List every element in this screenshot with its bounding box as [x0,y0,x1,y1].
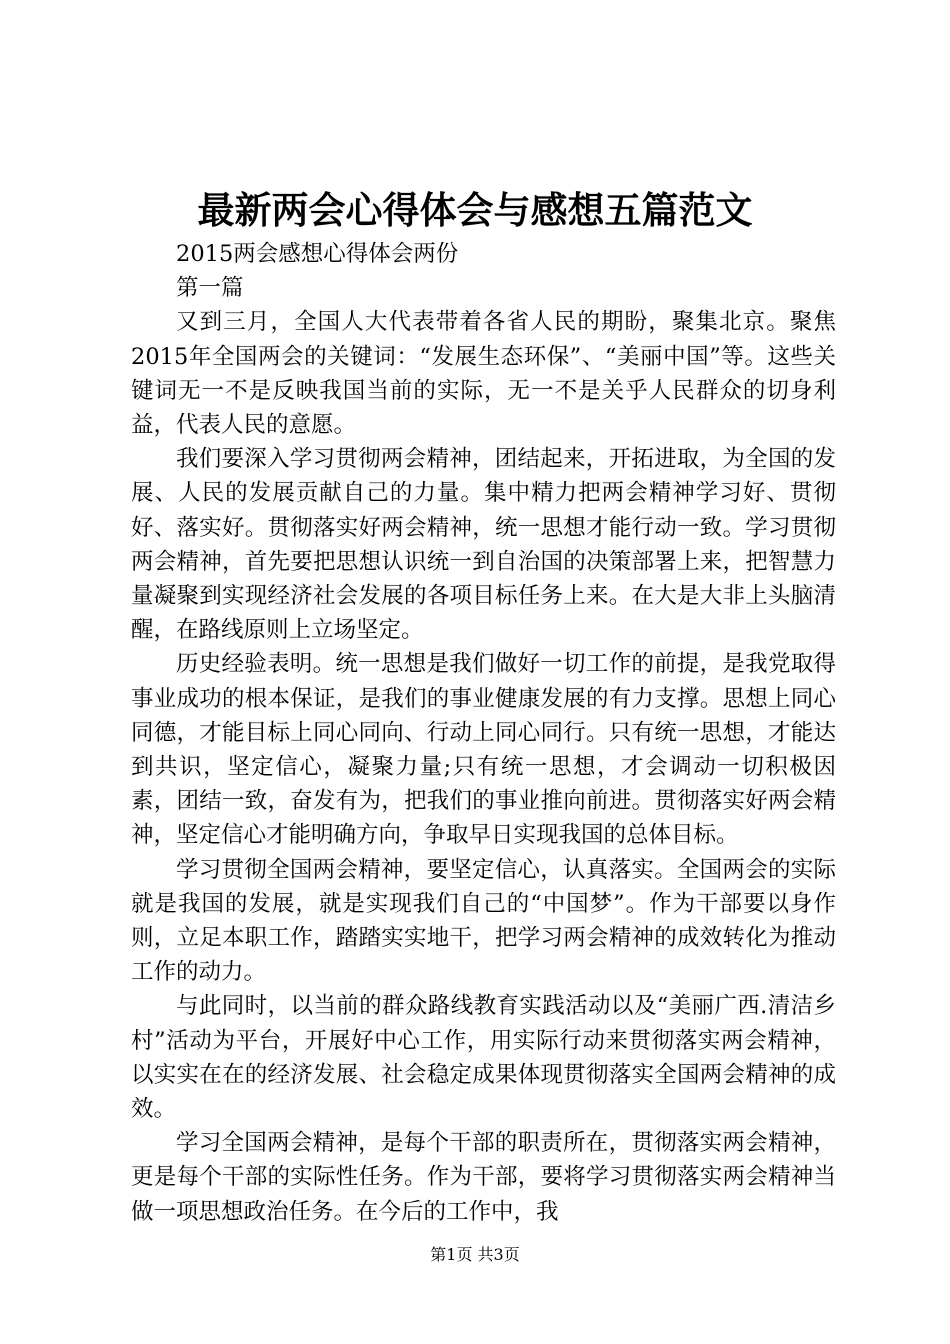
document-body [131,237,836,1229]
paragraph: 又到三月，全国人大代表带着各省人民的期盼，聚集北京。聚焦2015年全国两会的关键词：“发展生态环保”、“美丽中国”等。这些关键词无一不是反映我国当前的实际，无一不是关乎人民群众的切身利益，代表人民的意愿。 [131,309,836,439]
document-title: 最新两会心得体会与感想五篇范文 [197,188,753,232]
paragraph: 学习全国两会精神，是每个干部的职责所在，贯彻落实两会精神，更是每个干部的实际性任务。作为干部，要将学习贯彻落实两会精神当做一项思想政治任务。在今后的工作中，我 [131,1130,836,1225]
subtitle-line: 2015两会感想心得体会两份 [176,241,459,267]
paragraph: 学习贯彻全国两会精神，要坚定信心，认真落实。全国两会的实际就是我国的发展，就是实现我们自己的“中国梦”。作为干部要以身作则，立足本职工作，踏踏实实地干，把学习两会精神的成效转化为推动工作的动力。 [131,856,836,986]
paragraph: 历史经验表明。统一思想是我们做好一切工作的前提，是我党取得事业成功的根本保证，是我们的事业健康发展的有力支撑。思想上同心同德，才能目标上同心同向、行动上同心同行。只有统一思想，才能达到共识，坚定信心，凝聚力量;只有统一思想，才会调动一切积极因素，团结一致，奋发有为，把我们的事业推向前进。贯彻落实好两会精神，坚定信心才能明确方向，争取早日实现我国的总体目标。 [131,651,836,849]
page-number-footer: 第1页 共3页 [430,1245,520,1264]
section-heading: 第一篇 [176,275,244,302]
paragraph: 我们要深入学习贯彻两会精神，团结起来，开拓进取，为全国的发展、人民的发展贡献自己的力量。集中精力把两会精神学习好、贯彻好、落实好。贯彻落实好两会精神，统一思想才能行动一致。学习贯彻两会精神，首先要把思想认识统一到自治国的决策部署上来，把智慧力量凝聚到实现经济社会发展的各项目标任务上来。在大是大非上头脑清醒，在路线原则上立场坚定。 [131,446,836,644]
paragraph: 与此同时，以当前的群众路线教育实践活动以及“美丽广西.清洁乡村”活动为平台，开展好中心工作，用实际行动来贯彻落实两会精神，以实实在在的经济发展、社会稳定成果体现贯彻落实全国两会精神的成效。 [131,993,836,1123]
